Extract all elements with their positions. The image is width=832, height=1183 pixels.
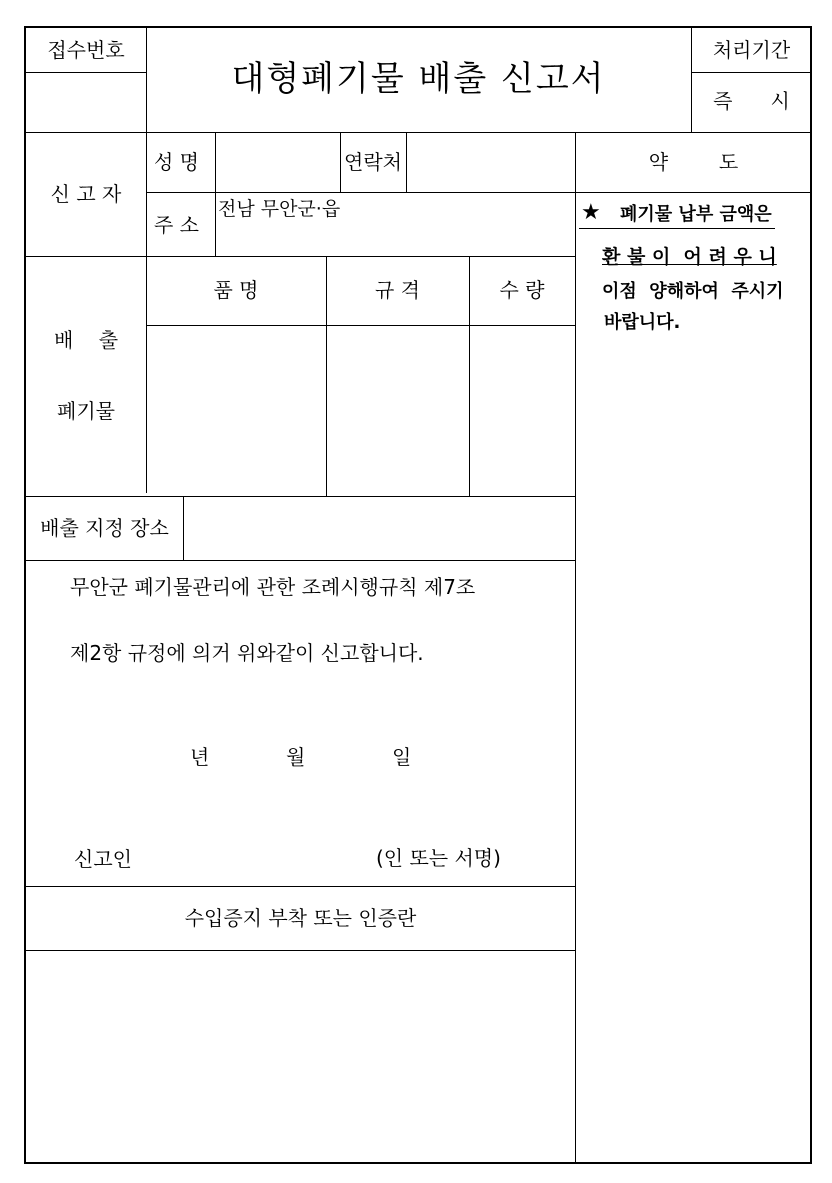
notice-line-2: 환 불 이 어 려 우 니	[602, 246, 777, 268]
processing-divider	[691, 72, 812, 73]
header-bottom-line	[26, 132, 812, 133]
declaration-line-1: 무안군 폐기물관리에 관한 조례시행규칙 제7조	[70, 575, 476, 599]
location-label-divider	[183, 496, 184, 560]
receipt-no-divider	[26, 72, 146, 73]
form-title: 대형폐기물 배출 신고서	[231, 59, 606, 99]
declaration-line-2: 제2항 규정에 의거 위와같이 신고합니다.	[70, 641, 424, 665]
items-header-line	[146, 325, 575, 326]
star-icon: ★	[581, 200, 601, 225]
reporter-label-divider	[146, 132, 147, 493]
notice-line-3: 이점 양해하여 주시기	[602, 281, 784, 302]
name-label-divider	[215, 132, 216, 256]
contact-right-divider	[406, 132, 407, 192]
items-bottom-line	[26, 496, 575, 497]
main-vertical-divider	[575, 132, 576, 1164]
items-section-label-1: 배 출	[53, 328, 119, 352]
location-bottom-line	[26, 560, 575, 561]
location-label: 배출 지정 장소	[40, 516, 169, 540]
reporter-bottom-line	[26, 256, 575, 257]
address-label: 주 소	[154, 213, 199, 237]
items-col-spec: 규 격	[375, 278, 420, 302]
date-year-label: 년	[190, 745, 210, 769]
report-form	[24, 26, 812, 1164]
map-label: 약 도	[648, 150, 739, 174]
reporter-row-divider	[146, 192, 812, 193]
items-section-label-2: 폐기물	[57, 399, 115, 423]
receipt-no-label: 접수번호	[47, 38, 125, 62]
date-month-label: 월	[286, 745, 306, 769]
declarant-label: 신고인	[74, 847, 132, 871]
notice-underline-1	[579, 228, 775, 229]
stamp-label-bottom-line	[26, 950, 575, 951]
declaration-bottom-line	[26, 886, 575, 887]
processing-period-label: 처리기간	[712, 38, 791, 62]
items-col-qty: 수 량	[499, 278, 545, 302]
reporter-section-label: 신 고 자	[50, 182, 122, 206]
items-col-name: 품 명	[213, 278, 259, 302]
processing-period-value: 즉 시	[713, 89, 790, 113]
notice-line-1: 폐기물 납부 금액은	[620, 204, 772, 225]
date-day-label: 일	[392, 745, 412, 769]
sign-label: (인 또는 서명)	[376, 846, 501, 870]
address-value: 전남 무안군·읍	[218, 198, 341, 220]
notice-line-4: 바랍니다.	[604, 312, 681, 333]
stamp-label: 수입증지 부착 또는 인증란	[184, 906, 417, 930]
name-label: 성 명	[154, 150, 199, 174]
contact-label: 연락처	[344, 150, 402, 174]
